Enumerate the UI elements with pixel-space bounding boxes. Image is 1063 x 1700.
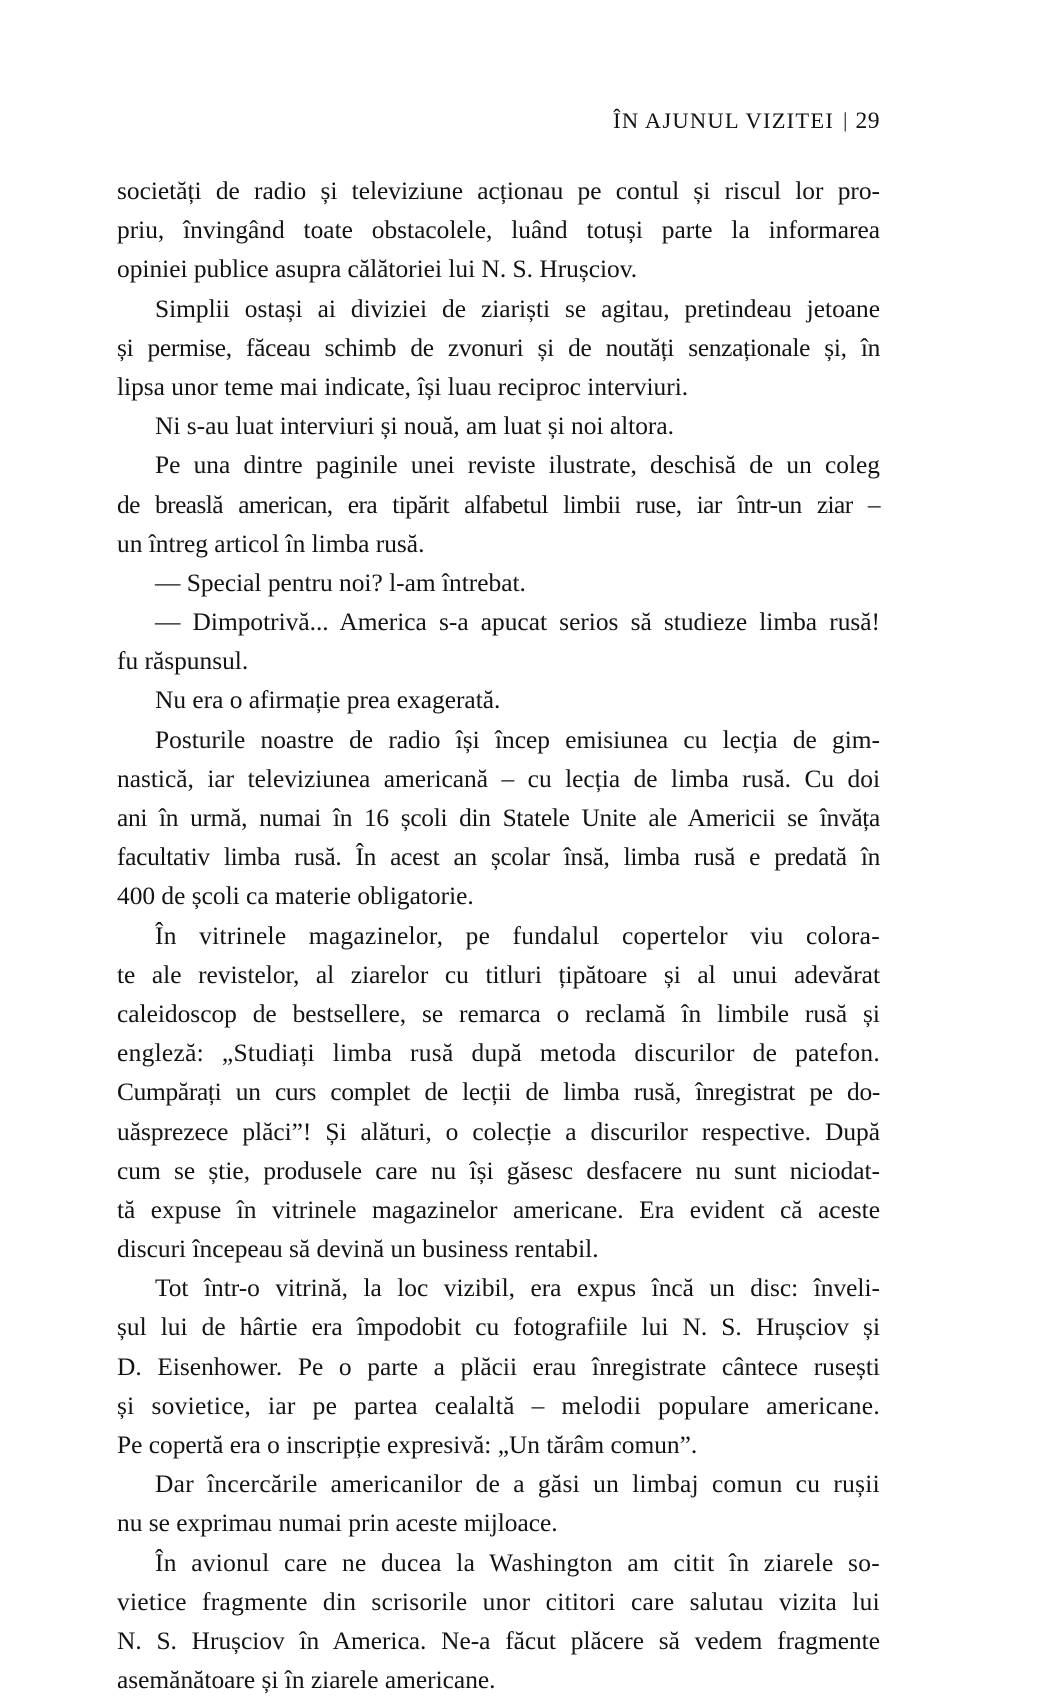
text-line: lipsa unor teme mai indicate, își luau reciproc interviuri. xyxy=(117,372,689,401)
page-number: 29 xyxy=(855,108,880,134)
text-line: fu răspunsul. xyxy=(117,647,249,676)
body-text xyxy=(117,172,880,1700)
text-line: — Dimpotrivă... America s-a apucat serios să studieze limba rusă! xyxy=(155,608,880,637)
text-line: nastică, iar televiziunea americană – cu lecția de limba rusă. Cu doi xyxy=(117,764,880,793)
paragraph-dialogue xyxy=(117,564,880,603)
paragraph xyxy=(117,681,880,720)
paragraph xyxy=(117,1465,880,1543)
paragraph-dialogue xyxy=(117,603,880,681)
paragraph xyxy=(117,1269,880,1465)
text-line: un întreg articol în limba rusă. xyxy=(117,529,425,558)
paragraph xyxy=(117,290,880,408)
text-line: tă expuse în vitrinele magazinelor americane. Era evident că aceste xyxy=(117,1195,880,1224)
text-line: Cumpărați un curs complet de lecții de limba rusă, înregistrat pe do- xyxy=(117,1078,880,1107)
paragraph xyxy=(117,172,880,290)
text-line: 400 de școli ca materie obligatorie. xyxy=(117,882,474,911)
text-line: În vitrinele magazinelor, pe fundalul copertelor viu colora- xyxy=(155,921,880,950)
text-line: vietice fragmente din scrisorile unor cititori care salutau vizita lui xyxy=(117,1587,880,1616)
text-line: D. Eisenhower. Pe o parte a plăcii erau înregistrate cântece rusești xyxy=(117,1352,880,1381)
paragraph xyxy=(117,407,880,446)
text-line: Simplii ostași ai diviziei de ziariști se agitau, pretindeau jetoane xyxy=(155,294,880,323)
text-line: uăsprezece plăci”! Și alături, o colecție a discurilor respective. După xyxy=(117,1117,880,1146)
text-line: Nu era o afirmație prea exagerată. xyxy=(155,686,501,715)
text-line: priu, învingând toate obstacolele, luând totuși parte la informarea xyxy=(117,216,880,245)
text-line: nu se exprimau numai prin aceste mijloace. xyxy=(117,1509,558,1538)
text-line: asemănătoare și în ziarele americane. xyxy=(117,1666,496,1695)
text-line: discuri începeau să devină un business rentabil. xyxy=(117,1235,599,1264)
text-line: — Special pentru noi? l-am întrebat. xyxy=(155,568,526,597)
text-line: În avionul care ne ducea la Washington am citit în ziarele so- xyxy=(155,1548,880,1577)
running-head-separator: | xyxy=(843,108,849,132)
text-line: și permise, făceau schimb de zvonuri și de noutăți senzaționale și, în xyxy=(117,333,880,362)
text-line: Pe una dintre paginile unei reviste ilustrate, deschisă de un coleg xyxy=(155,451,880,480)
text-line: Posturile noastre de radio își încep emisiunea cu lecția de gim- xyxy=(155,725,880,754)
running-head-title: ÎN AJUNUL VIZITEI xyxy=(613,108,835,133)
text-line: Ni s-au luat interviuri și nouă, am luat și noi altora. xyxy=(155,412,674,441)
text-line: societăți de radio și televiziune acționau pe contul și riscul lor pro- xyxy=(117,177,880,205)
text-line: N. S. Hrușciov în America. Ne-a făcut plăcere să vedem fragmente xyxy=(117,1626,880,1655)
text-line: ani în urmă, numai în 16 școli din Statele Unite ale Americii se învăța xyxy=(117,804,880,832)
text-line: șul lui de hârtie era împodobit cu fotografiile lui N. S. Hrușciov și xyxy=(117,1313,880,1342)
text-line: de breaslă american, era tipărit alfabetul limbii ruse, iar într-un ziar – xyxy=(117,490,880,519)
text-line: engleză: „Studiați limba rusă după metoda discurilor de patefon. xyxy=(117,1039,880,1068)
text-line: te ale revistelor, al ziarelor cu titluri țipătoare și al unui adevărat xyxy=(117,960,880,989)
text-line: și sovietice, iar pe partea cealaltă – melodii populare americane. xyxy=(117,1391,880,1420)
paragraph xyxy=(117,446,880,564)
paragraph xyxy=(117,721,880,917)
text-line: caleidoscop de bestsellere, se remarca o reclamă în limbile rusă și xyxy=(117,999,880,1028)
text-line: cum se știe, produsele care nu își găsesc desfacere nu sunt niciodat- xyxy=(117,1156,880,1185)
paragraph xyxy=(117,917,880,1270)
paragraph xyxy=(117,1544,880,1700)
text-line: Pe copertă era o inscripție expresivă: „Un tărâm comun”. xyxy=(117,1431,698,1459)
text-line: Dar încercările americanilor de a găsi un limbaj comun cu rușii xyxy=(155,1470,880,1499)
text-line: Tot într-o vitrină, la loc vizibil, era expus încă un disc: înveli- xyxy=(155,1274,880,1303)
running-head xyxy=(117,108,880,135)
text-line: facultativ limba rusă. În acest an școlar însă, limba rusă e predată în xyxy=(117,843,880,872)
text-line: opiniei publice asupra călătoriei lui N. S. Hrușciov. xyxy=(117,255,638,284)
